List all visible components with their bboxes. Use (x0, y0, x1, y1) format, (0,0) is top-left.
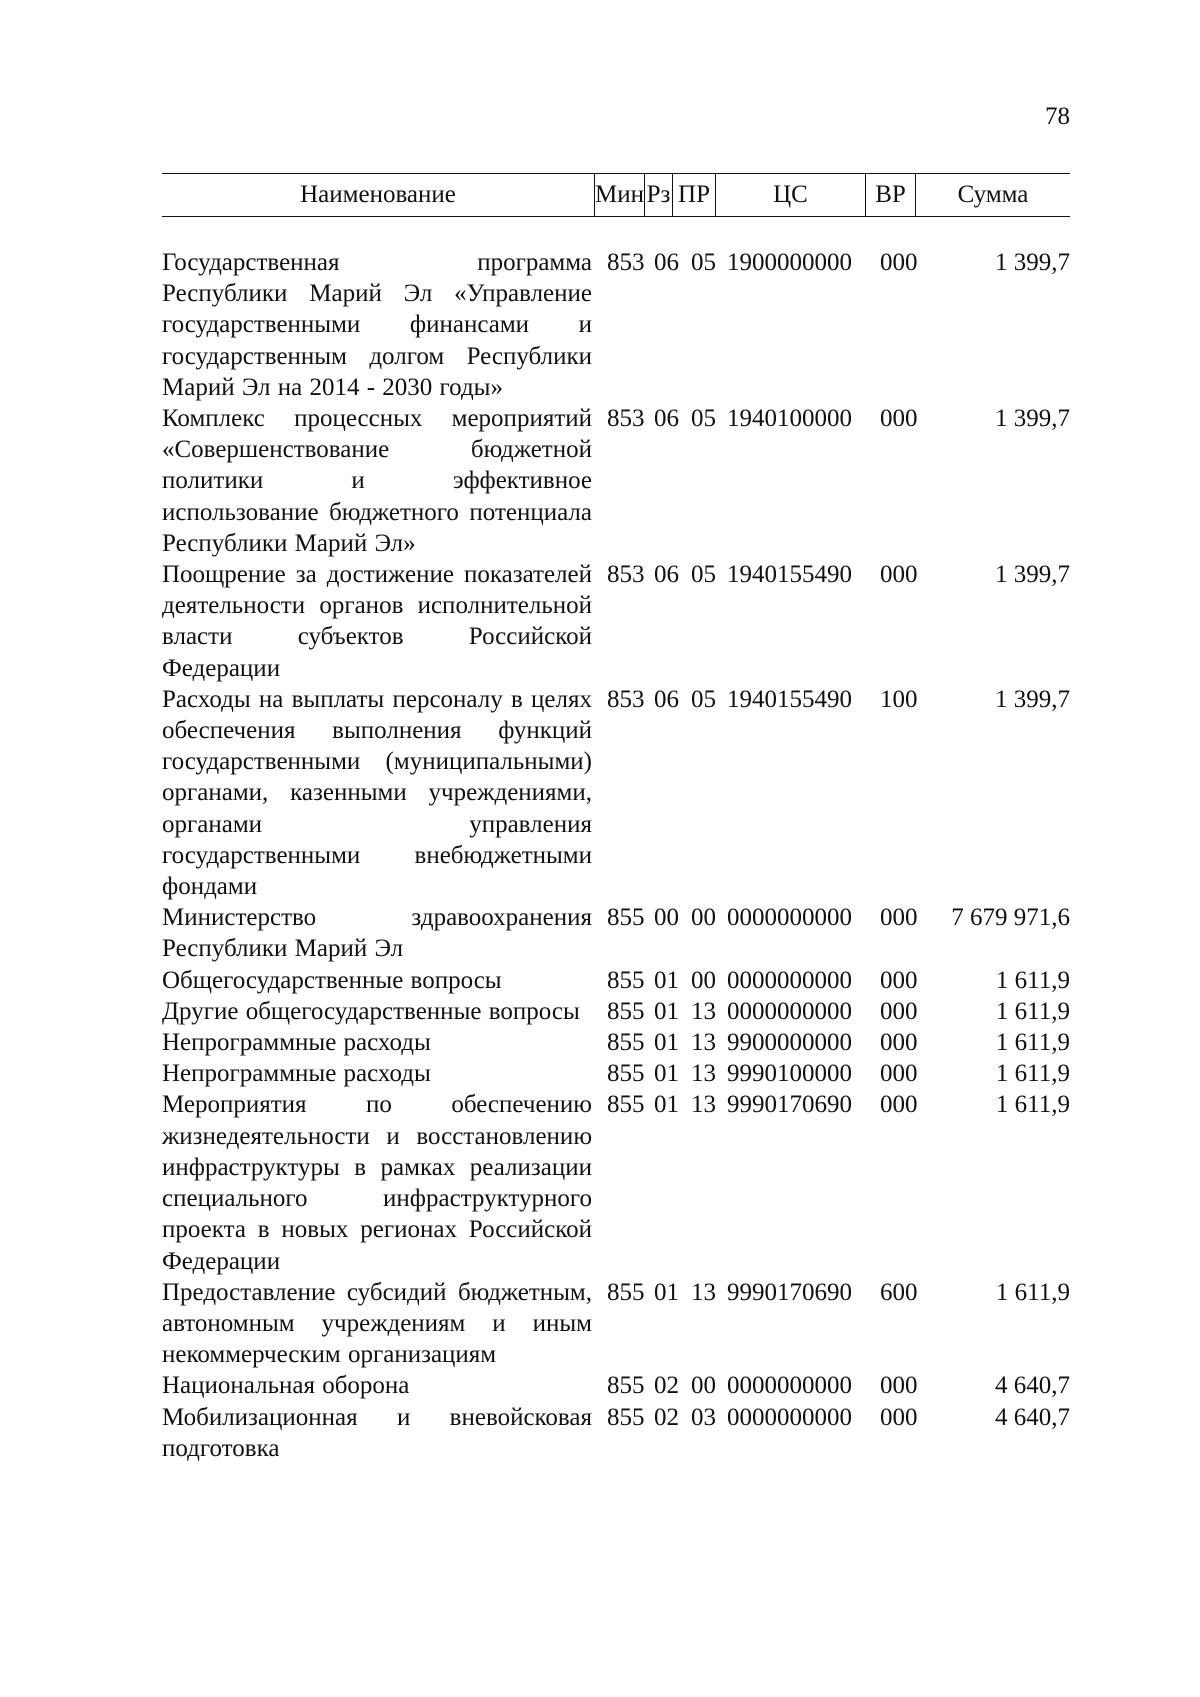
row-name: Министерство здравоохранения Республики Марий Эл (162, 904, 592, 963)
row-sum: 1 611,9 (995, 966, 1070, 994)
row-vr: 000 (880, 904, 918, 932)
row-sum: 1 611,9 (995, 997, 1070, 1025)
row-cs: 0000000000 (727, 997, 852, 1025)
row-vr: 000 (880, 561, 918, 589)
header-rz: Рз (644, 174, 672, 216)
row-name: Мероприятия по обеспечению жизнедеятельности и восстановлению инфраструктуры в рамках реализации специального инфраструктурного проекта в новых регионах Российской Федерации (162, 1091, 592, 1275)
row-cs: 1940155490 (727, 685, 852, 713)
table-row (162, 1027, 1070, 1058)
row-sum: 1 611,9 (995, 1060, 1070, 1088)
row-pr: 03 (691, 1403, 716, 1431)
row-pr: 00 (691, 904, 716, 932)
row-name: Другие общегосударственные вопросы (162, 997, 580, 1025)
row-vr: 100 (880, 685, 918, 713)
header-sum: Сумма (915, 174, 1070, 216)
row-name: Поощрение за достижение показателей деятельности органов исполнительной власти субъектов Российской Федерации (162, 561, 592, 682)
row-vr: 000 (880, 1372, 918, 1400)
row-name: Мобилизационная и вневойсковая подготовка (162, 1403, 592, 1462)
page-number: 78 (1045, 103, 1070, 130)
row-vr: 000 (880, 966, 918, 994)
table-row (162, 902, 1070, 964)
row-min: 855 (607, 997, 645, 1025)
row-vr: 000 (880, 1060, 918, 1088)
row-cs: 0000000000 (727, 904, 852, 932)
row-min: 855 (607, 1060, 645, 1088)
row-name: Государственная программа Республики Марий Эл «Управление государственными финансами и государственным долгом Республики Марий Эл на 2014 - 2030 годы» (162, 249, 592, 401)
row-rz: 06 (654, 685, 679, 713)
row-rz: 00 (654, 904, 679, 932)
row-name: Непрограммные расходы (162, 1060, 431, 1088)
row-rz: 01 (654, 1278, 679, 1306)
row-pr: 13 (691, 997, 716, 1025)
row-rz: 01 (654, 1091, 679, 1119)
row-rz: 06 (654, 249, 679, 276)
header-min: Мин (594, 174, 644, 216)
table-row (162, 1277, 1070, 1371)
row-sum: 1 399,7 (995, 561, 1070, 589)
row-pr: 13 (691, 1029, 716, 1057)
row-name: Расходы на выплаты персоналу в целях обеспечения выполнения функций государственными (муниципальными) органами, казенными учреждениями, органами управления государственными внебюджетными фондами (162, 685, 592, 901)
row-pr: 13 (691, 1278, 716, 1306)
row-cs: 1900000000 (727, 249, 852, 276)
header-name: Наименование (300, 181, 456, 208)
row-rz: 01 (654, 966, 679, 994)
row-pr: 00 (691, 1372, 716, 1400)
row-min: 853 (607, 249, 645, 276)
row-sum: 7 679 971,6 (951, 904, 1070, 932)
row-sum: 1 399,7 (995, 685, 1070, 713)
table-row (162, 403, 1070, 559)
header-vr: ВР (865, 174, 915, 216)
table-row (162, 684, 1070, 902)
budget-table-body (162, 247, 1070, 1464)
row-rz: 02 (654, 1403, 679, 1431)
row-sum: 1 399,7 (995, 249, 1070, 276)
row-sum: 4 640,7 (995, 1403, 1070, 1431)
row-pr: 00 (691, 966, 716, 994)
row-min: 853 (607, 405, 645, 433)
row-name: Общегосударственные вопросы (162, 966, 502, 994)
row-pr: 05 (691, 685, 716, 713)
row-min: 855 (607, 966, 645, 994)
row-rz: 02 (654, 1372, 679, 1400)
table-row (162, 1058, 1070, 1089)
table-row (162, 1089, 1070, 1276)
row-min: 855 (607, 1029, 645, 1057)
row-vr: 000 (880, 249, 918, 276)
row-min: 853 (607, 685, 645, 713)
row-cs: 9990170690 (727, 1091, 852, 1119)
table-row (162, 965, 1070, 996)
row-cs: 1940155490 (727, 561, 852, 589)
row-pr: 05 (691, 561, 716, 589)
row-pr: 13 (691, 1060, 716, 1088)
row-cs: 9900000000 (727, 1029, 852, 1057)
row-rz: 06 (654, 405, 679, 433)
row-cs: 1940100000 (727, 405, 852, 433)
row-name: Комплекс процессных мероприятий «Совершенствование бюджетной политики и эффективное использование бюджетного потенциала Республики Марий Эл» (162, 405, 592, 557)
row-pr: 05 (691, 405, 716, 433)
row-sum: 1 611,9 (995, 1278, 1070, 1306)
row-cs: 0000000000 (727, 1403, 852, 1431)
row-min: 855 (607, 1372, 645, 1400)
row-name: Предоставление субсидий бюджетным, автономным учреждениям и иным некоммерческим организациям (162, 1278, 592, 1369)
row-cs: 0000000000 (727, 1372, 852, 1400)
row-vr: 000 (880, 1091, 918, 1119)
row-min: 855 (607, 1091, 645, 1119)
row-cs: 9990170690 (727, 1278, 852, 1306)
row-min: 855 (607, 1278, 645, 1306)
row-cs: 9990100000 (727, 1060, 852, 1088)
table-row (162, 247, 1070, 403)
row-rz: 01 (654, 997, 679, 1025)
row-vr: 000 (880, 1403, 918, 1431)
row-rz: 01 (654, 1060, 679, 1088)
row-sum: 1 611,9 (995, 1091, 1070, 1119)
row-cs: 0000000000 (727, 966, 852, 994)
row-min: 855 (607, 1403, 645, 1431)
row-vr: 000 (880, 405, 918, 433)
row-vr: 000 (880, 1029, 918, 1057)
row-min: 855 (607, 904, 645, 932)
row-sum: 1 611,9 (995, 1029, 1070, 1057)
row-vr: 000 (880, 997, 918, 1025)
row-sum: 1 399,7 (995, 405, 1070, 433)
row-name: Непрограммные расходы (162, 1029, 431, 1057)
table-header (162, 173, 1070, 217)
header-cs: ЦС (715, 174, 865, 216)
table-row (162, 1370, 1070, 1401)
row-rz: 06 (654, 561, 679, 589)
row-pr: 05 (691, 249, 716, 276)
row-sum: 4 640,7 (995, 1372, 1070, 1400)
table-row (162, 559, 1070, 684)
row-vr: 600 (880, 1278, 918, 1306)
header-pr: ПР (672, 174, 715, 216)
row-min: 853 (607, 561, 645, 589)
row-name: Национальная оборона (162, 1372, 410, 1400)
row-pr: 13 (691, 1091, 716, 1119)
table-row (162, 1402, 1070, 1464)
row-rz: 01 (654, 1029, 679, 1057)
table-row (162, 996, 1070, 1027)
